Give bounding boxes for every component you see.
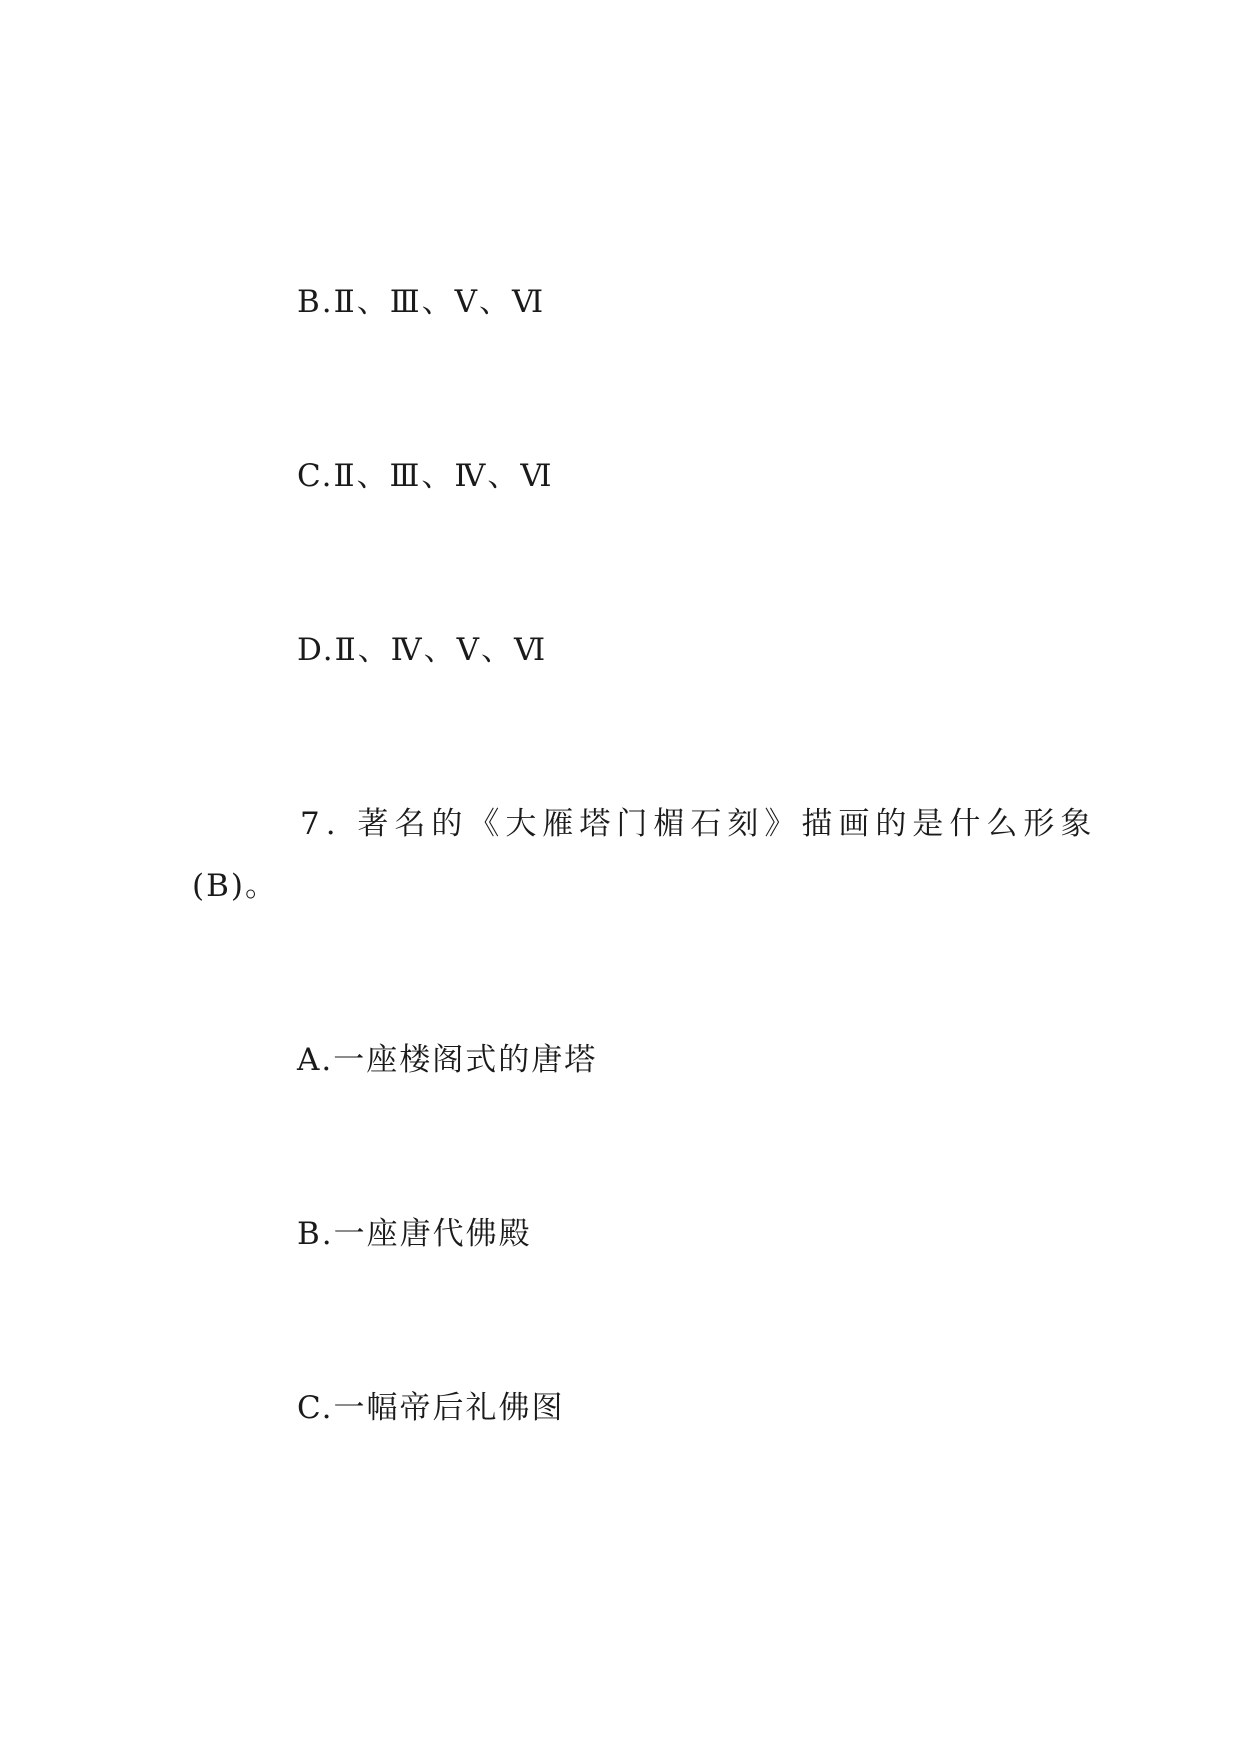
question-7-answer: (B)。 [192,868,278,904]
option-c-prev: C.Ⅱ、Ⅲ、Ⅳ、Ⅵ [297,458,554,494]
option-c: C.一幅帝后礼佛图 [297,1390,565,1426]
option-b-prev: B.Ⅱ、Ⅲ、Ⅴ、Ⅵ [297,284,546,320]
question-7-text: 7. 著名的《大雁塔门楣石刻》描画的是什么形象 [300,806,1098,842]
option-a: A.一座楼阁式的唐塔 [297,1042,598,1078]
option-d-prev: D.Ⅱ、Ⅳ、Ⅴ、Ⅵ [297,632,548,668]
option-b: B.一座唐代佛殿 [297,1216,532,1252]
